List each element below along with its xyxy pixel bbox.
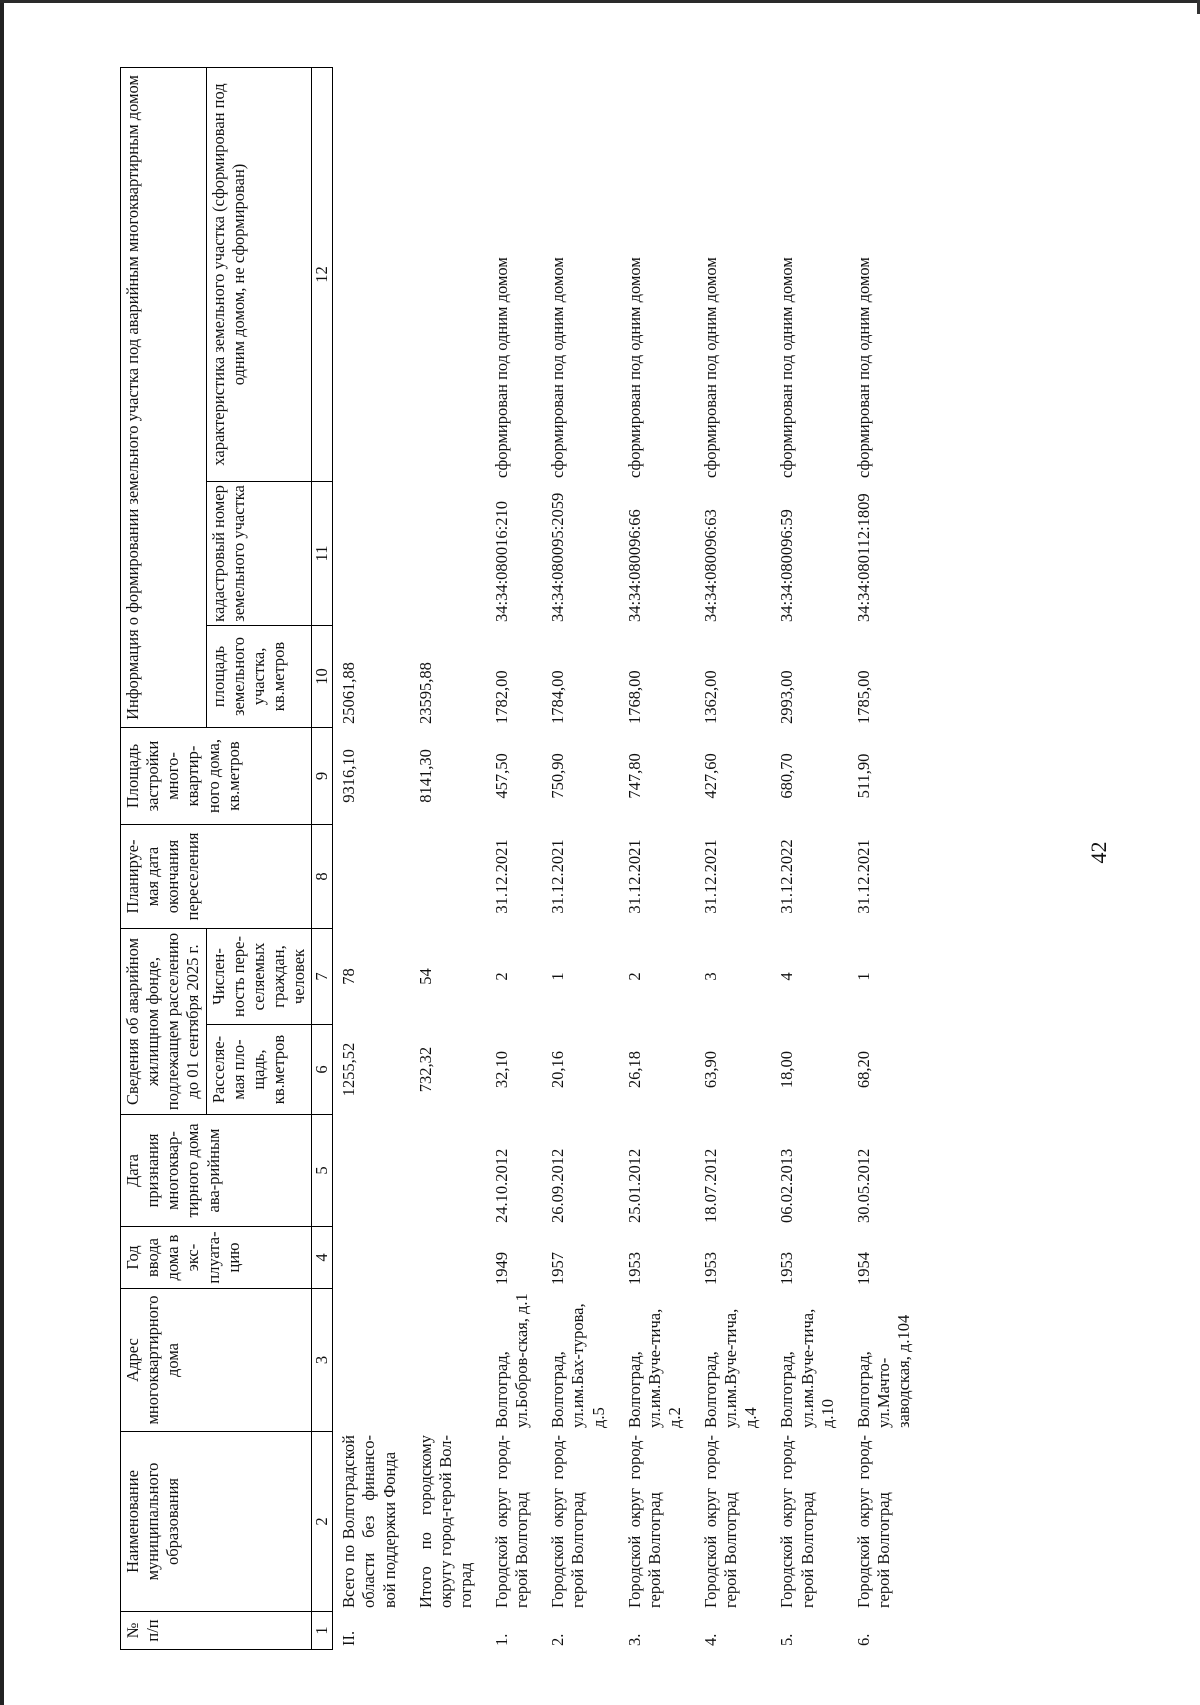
row-characteristic: сформирован под одним домом (777, 257, 797, 478)
row-year: 1954 (853, 1252, 873, 1285)
row-address: Волгоград, ул.им.Вуче-тича, д.10 (777, 1308, 837, 1428)
row-number: 3. (624, 1633, 644, 1646)
column-number: 1 (312, 1612, 333, 1650)
header-year: Год ввода дома в экс-плуата-цию (121, 1227, 312, 1289)
column-number: 5 (312, 1115, 333, 1227)
row-area-resettled: 63,90 (701, 1050, 720, 1089)
row-cadastral: 34:34:080096:59 (777, 509, 797, 622)
row-cadastral: 34:34:080095:2059 (548, 492, 568, 622)
row-building-area: 9316,10 (339, 749, 359, 803)
row-area-resettled: 1255,52 (339, 1042, 359, 1097)
header-people: Числен-ность пере-селяемых граждан, человек (206, 928, 312, 1024)
header-land-area: площадь земельного участка, кв.метров (206, 625, 312, 727)
row-land-area: 1784,00 (548, 670, 568, 724)
row-date-recognized (402, 1115, 478, 1227)
row-planned-end: 31.12.2021 (624, 839, 644, 914)
header-area-resettled: Расселяе-мая пло-щадь, кв.метров (206, 1025, 312, 1115)
table-row (611, 67, 687, 1649)
row-address: Волгоград, ул.Мачто-заводская, д.104 (853, 1314, 913, 1428)
row-year (333, 1227, 402, 1289)
row-address: Волгоград, ул.Бобров-ская, д.1 (492, 1293, 532, 1428)
row-building-area: 427,60 (701, 753, 720, 799)
row-people: 78 (339, 968, 359, 985)
row-date-recognized: 06.02.2013 (777, 1148, 797, 1223)
row-date-recognized (333, 1115, 402, 1227)
row-people: 54 (415, 968, 435, 985)
header-planned-end: Планируе-мая дата окончания переселения (121, 824, 312, 928)
row-land-area: 1785,00 (853, 670, 873, 724)
row-year: 1953 (624, 1252, 644, 1285)
header-building-area: Площадь застройки много-квартир-ного дома, кв.метров (121, 727, 312, 824)
row-date-recognized: 18.07.2012 (701, 1148, 720, 1223)
row-address: Волгоград, ул.им.Вуче-тича, д.4 (701, 1308, 761, 1428)
row-building-area: 457,50 (492, 753, 511, 799)
row-year: 1949 (492, 1252, 511, 1285)
column-number: 2 (312, 1432, 333, 1612)
row-planned-end: 31.12.2021 (548, 839, 568, 914)
row-area-resettled: 32,10 (492, 1050, 511, 1089)
table-row (687, 67, 763, 1649)
row-year: 1953 (777, 1252, 797, 1285)
row-number: 2. (548, 1633, 568, 1646)
row-planned-end: 31.12.2022 (777, 839, 797, 914)
column-number: 4 (312, 1227, 333, 1289)
row-land-area: 25061,88 (339, 662, 359, 724)
row-planned-end: 31.12.2021 (853, 839, 873, 914)
column-number: 6 (312, 1025, 333, 1115)
row-date-recognized: 26.09.2012 (548, 1148, 568, 1223)
row-planned-end (333, 824, 402, 928)
row-municipality: Городской округ город-герой Волгоград (548, 1435, 588, 1608)
row-number: 4. (701, 1633, 720, 1646)
row-municipality: Городской округ город-герой Волгоград (777, 1435, 817, 1608)
row-number: II. (339, 1630, 359, 1646)
row-cadastral: 34:34:080016:210 (492, 500, 511, 622)
row-year (402, 1227, 478, 1289)
row-people: 1 (853, 972, 873, 981)
row-year: 1953 (701, 1252, 720, 1285)
row-area-resettled: 732,32 (415, 1046, 435, 1093)
row-number (402, 1612, 478, 1650)
row-area-resettled: 20,16 (548, 1050, 568, 1089)
row-municipality: Итого по городскому округу город-герой Вол-гоград (415, 1435, 475, 1608)
column-number: 12 (312, 67, 333, 481)
column-number-row (312, 67, 333, 1649)
table-row (478, 67, 534, 1649)
row-number: 5. (777, 1633, 797, 1646)
row-municipality: Всего по Волгоградской области без финансо-вой поддержки Фонда (339, 1435, 399, 1608)
column-number: 10 (312, 625, 333, 727)
row-building-area: 511,90 (853, 753, 873, 799)
table-header (121, 67, 333, 1649)
row-municipality: Городской округ город-герой Волгоград (492, 1435, 532, 1608)
row-building-area: 8141,30 (415, 749, 435, 803)
column-number: 3 (312, 1289, 333, 1432)
header-characteristic: характеристика земельного участка (сформирован под одним домом, не сформирован) (206, 67, 312, 481)
column-number: 7 (312, 928, 333, 1024)
row-planned-end (402, 824, 478, 928)
header-number: № п/п (121, 1612, 312, 1650)
row-address: Волгоград, ул.им.Бах-турова, д.5 (548, 1303, 608, 1428)
row-cadastral (333, 481, 402, 625)
row-year: 1957 (548, 1252, 568, 1285)
row-characteristic: сформирован под одним домом (492, 257, 511, 478)
row-building-area: 750,90 (548, 753, 568, 799)
row-cadastral: 34:34:080096:66 (624, 509, 644, 622)
table-body (333, 67, 916, 1649)
row-people: 3 (701, 972, 720, 981)
row-number: 6. (853, 1633, 873, 1646)
table-row (534, 67, 610, 1649)
table-row (763, 67, 839, 1649)
row-planned-end: 31.12.2021 (701, 839, 720, 914)
row-municipality: Городской округ город-герой Волгоград (853, 1435, 893, 1608)
row-people: 2 (624, 972, 644, 981)
row-land-area: 2993,00 (777, 670, 797, 724)
row-cadastral: 34:34:080112:1809 (853, 493, 873, 622)
row-land-area: 1768,00 (624, 670, 644, 724)
table-row (840, 67, 916, 1649)
row-date-recognized: 30.05.2012 (853, 1148, 873, 1223)
row-land-area: 1782,00 (492, 670, 511, 724)
row-building-area: 680,70 (777, 753, 797, 799)
row-building-area: 747,80 (624, 753, 644, 799)
row-number: 1. (492, 1633, 511, 1646)
row-people: 2 (492, 972, 511, 981)
row-municipality: Городской округ город-герой Волгоград (701, 1435, 741, 1608)
row-characteristic: сформирован под одним домом (701, 257, 720, 478)
header-address: Адрес многоквартирного дома (121, 1289, 312, 1432)
row-municipality: Городской округ город-герой Волгоград (624, 1435, 664, 1608)
table-row (402, 67, 478, 1649)
row-address: Волгоград, ул.им.Вуче-тича, д.2 (624, 1308, 684, 1428)
row-characteristic: сформирован под одним домом (548, 257, 568, 478)
row-date-recognized: 25.01.2012 (624, 1148, 644, 1223)
row-area-resettled: 68,20 (853, 1050, 873, 1089)
column-number: 9 (312, 727, 333, 824)
page-number: 42 (1086, 841, 1111, 864)
row-characteristic: сформирован под одним домом (853, 257, 873, 478)
row-area-resettled: 26,18 (624, 1050, 644, 1089)
row-land-area: 1362,00 (701, 670, 720, 724)
header-municipality: Наименование муниципального образования (121, 1432, 312, 1612)
row-cadastral (402, 481, 478, 625)
header-date-recognized: Дата признания многоквар-тирного дома ава-рийным (121, 1115, 312, 1227)
row-people: 1 (548, 972, 568, 981)
header-group-emergency-fund: Сведения об аварийном жилищном фонде, подлежащем расселению до 01 сентября 2025 г. (121, 928, 207, 1114)
row-address (333, 1289, 402, 1432)
row-land-area: 23595,88 (415, 662, 435, 724)
row-people: 4 (777, 972, 797, 981)
row-characteristic (402, 67, 478, 481)
column-number: 11 (312, 481, 333, 625)
row-cadastral: 34:34:080096:63 (701, 509, 720, 622)
row-address (402, 1289, 478, 1432)
row-characteristic: сформирован под одним домом (624, 257, 644, 478)
row-planned-end: 31.12.2021 (492, 839, 511, 914)
header-group-land-plot: Информация о формировании земельного участка под аварийным многоквартирным домом (121, 67, 207, 727)
row-date-recognized: 24.10.2012 (492, 1148, 511, 1223)
column-number: 8 (312, 824, 333, 928)
row-area-resettled: 18,00 (777, 1050, 797, 1089)
header-cadastral: кадастровый номер земельного участка (206, 481, 312, 625)
housing-register-table (120, 67, 916, 1650)
row-characteristic (333, 67, 402, 481)
table-row (333, 67, 402, 1649)
